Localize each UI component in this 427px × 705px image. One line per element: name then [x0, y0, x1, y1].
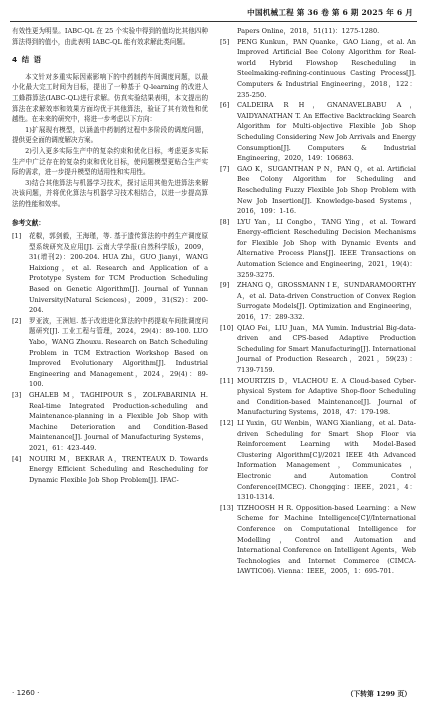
reference-text: CALDEIRA R H，GNANAVELBABU A，VAIDYANATHAN T. An Effective Backtracking Search Algorithm for Multi-objective Flexible Job Shop Scheduling Considering New Job Arrivals and Energy Consumption[J]. Computers & Industrial Engineering，2020，149：106863.	[237, 101, 416, 163]
reference-item	[220, 418, 416, 503]
reference-item	[220, 37, 416, 101]
reference-continuation	[220, 26, 416, 37]
section-title: 4 结 语	[12, 55, 43, 65]
continued-note: （下转第 1299 页）	[346, 690, 411, 698]
page-number: · 1260 ·	[12, 688, 40, 697]
reference-item	[12, 231, 208, 316]
reference-number: [7]	[220, 164, 230, 173]
reference-item	[12, 390, 208, 454]
reference-text: NOUIRI M，BEKRAR A，TRENTEAUX D. Towards Energy Efficient Scheduling and Rescheduling for Dynamic Flexible Job Shop Problem[J]. IFAC-	[29, 454, 208, 484]
reference-number: [4]	[12, 454, 22, 463]
reference-item	[12, 316, 208, 390]
reference-item	[220, 376, 416, 418]
references-heading: 参考文献：	[12, 218, 45, 227]
reference-number: [11]	[220, 376, 234, 385]
conclusion-paragraph: 本文针对多重实际因素影响下的中药制药车间调度问题，以最小化最大完工时间为目标，提出了一种基于 Q-learning 的改进人工蜂群算法(IABC-QL)进行求解。仿真实验结果表明，本文提出的算法在求解效率和效果方面均优于其他算法，验证了其有效性和优越性。在未来的研究中，将进一步考虑以下方向：	[12, 72, 208, 124]
reference-number: [3]	[12, 391, 22, 399]
reference-item	[220, 323, 416, 376]
reference-item	[12, 454, 208, 486]
reference-text: 花椒，郭剑毅，王海瑾，等. 基于遗传算法的中药生产调度原型系统研究及应用[J]. 云南大学学报(自然科学版)，2009，31(增刊2)：200-204. HUA Zhi，GUO Jianyi，WANG Haixiong，et al. Research and Application of a Prototype System for TCM Production Scheduling Based on Genetic Algorithm[J]. Journal of Yunnan University(Natural Sciences)，2009，31(S2)：200-204.	[29, 232, 208, 315]
reference-text: TIZHOOSH H R. Opposition-based Learning：a New Scheme for Machine Intelligence[C]//International Conference on Computational Intelligence for Modelling，Control and Automation and International Conference on Intelligent Agents，Web Technologies and Internet Commerce (CIMCA-IAWTIC06). Vienna：IEEE，2005，1：695-701.	[237, 503, 416, 576]
reference-text: 罗亚波，王洲旭. 基于改进进化算法的中药提取车间批调度问题研究[J]. 工业工程与管理，2024，29(4)：89-100. LUO Yabo，WANG Zhouxu. Research on Batch Scheduling Problem in TCM Extraction Workshop Based on Improved Evolutionary Algorithm[J]. Industrial Engineering and Management，2024，29(4)：89-100.	[29, 316, 208, 389]
journal-header: 中国机械工程 第 36 卷 第 6 期 2025 年 6 月	[247, 8, 413, 17]
reference-item	[220, 503, 416, 577]
future-point-3: 3)结合其他算法与机器学习技术，探讨运用其他先进算法来解决该问题，并将优化算法与机器学习技术相结合，以进一步提高算法的性能和效率。	[12, 178, 208, 208]
future-point-2: 2)引入更多实际生产中的复杂约束和优化目标，考虑更多实际生产中广泛存在的复杂约束和优化目标，使问题模型更贴合生产实际的需求，进一步提升模型的适用性和实用性。	[12, 146, 208, 177]
intro-paragraph: 有效性更为明显。IABC-QL 在 25 个实验中得到的值均比其他四种算法得到的值小，由此表明 IABC-QL 能有效求解此类问题。	[12, 27, 208, 46]
reference-number: [1]	[12, 232, 22, 241]
running-header	[0, 0, 427, 22]
reference-item	[220, 100, 416, 164]
reference-item	[220, 280, 416, 322]
reference-number: [10]	[220, 323, 234, 332]
reference-text: QIAO Fei，LIU Juan，MA Yumin. Industrial Big-data-driven and CPS-based Adaptive Production Scheduling for Smart Manufacturing[J]. International Journal of Production Research，2021，59(23)：7139-7159.	[237, 323, 416, 374]
reference-text: GAO K，SUGANTHAN P N，PAN Q，et al. Artificial Bee Colony Algorithm for Scheduling and Rescheduling Fuzzy Flexible Job Shop Problem with New Job Insertion[J]. Knowledge-based Systems，2016，109：1-16.	[237, 164, 416, 216]
reference-number: [13]	[220, 503, 234, 512]
future-point-1: 1)扩展现有模型，以涵盖中药制药过程中多阶段的调度问题，提供更全面的调度解决方案。	[12, 125, 208, 145]
reference-number: [8]	[220, 217, 230, 226]
reference-text: ZHANG Q，GROSSMANN I E，SUNDARAMOORTHY A，et al. Data-driven Construction of Convex Region Surrogate Models[J]. Optimization and Engineering，2016，17：289-332.	[237, 281, 416, 322]
right-column	[220, 26, 416, 577]
reference-number: [12]	[220, 418, 234, 427]
reference-text: LYU Yan，LI Congbo，TANG Ying，et al. Toward Energy-efficient Rescheduling Decision Mechanisms for Flexible Job Shop with Dynamic Events and Alternative Process Plans[J]. IEEE Transactions on Automation Science and Engineering，2021，19(4)：3259-3275.	[237, 217, 416, 279]
reference-item	[220, 217, 416, 281]
reference-number: [9]	[220, 281, 230, 290]
left-column	[12, 26, 208, 485]
reference-number: [2]	[12, 316, 22, 325]
reference-number: [5]	[220, 37, 230, 46]
header-rule	[10, 21, 417, 22]
reference-text: PENG Kunkun，PAN Quanke，GAO Liang，et al. An Improved Artificial Bee Colony Algorithm for Real-world Hybrid Flowshop Rescheduling in Steelmaking-refining-continuous Casting Process[J]. Computers & Industrial Engineering，2018，122：235-250.	[237, 37, 416, 99]
reference-number: [6]	[220, 101, 230, 110]
reference-text: LI Yuxin，GU Wenbin，WANG Xianliang，et al. Data-driven Scheduling for Smart Shop Floor via Reinforcement Learning with Model-Based Clustering Algorithm[C]//2021 IEEE 4th Advanced Information Management，Communicates，Electronic and Automation Control Conference(IMCEC). Chongqing：IEEE，2021，4：1310-1314.	[237, 418, 416, 502]
reference-item	[220, 164, 416, 217]
reference-text: GHALEB M，TAGHIPOUR S，ZOLFABARINIA H. Real-time Integrated Production-scheduling and Maintenance-planning in a Flexible Job Shop with Machine Deterioration and Condition-Based Maintenance[J]. Journal of Manufacturing Systems，2021，61：423-449.	[29, 391, 208, 452]
reference-text: MOURTZIS D，VLACHOU E. A Cloud-based Cyber-physical System for Adaptive Shop-floor Scheduling and Condition-based Maintenance[J]. Journal of Manufacturing Systems，2018，47：179-198.	[237, 376, 416, 417]
reference-text: Papers Online，2018，51(11)：1275-1280.	[237, 27, 380, 35]
